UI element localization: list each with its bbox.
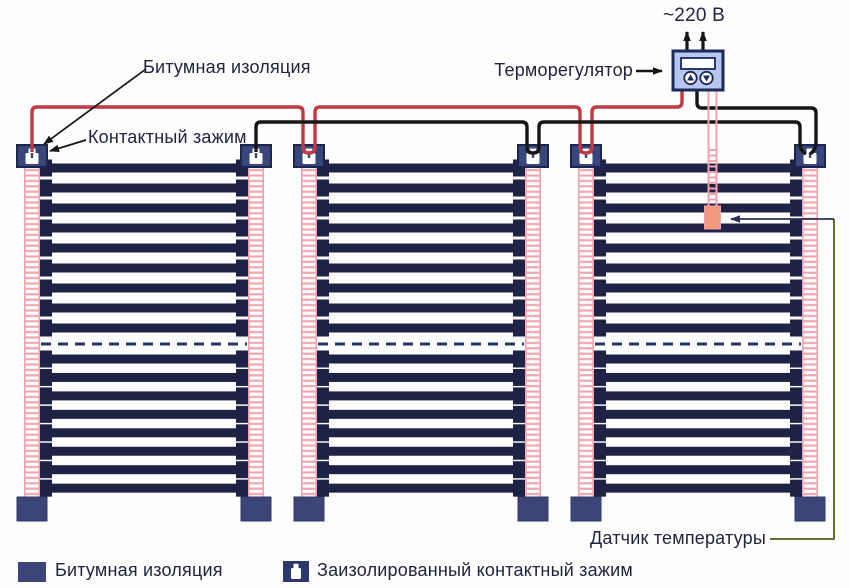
clamp-label-pointer: [50, 140, 86, 151]
heating-bar: [317, 461, 525, 478]
busbar-right: [525, 166, 541, 500]
bitumen-insulation-block: [294, 497, 324, 521]
heating-bar: [317, 480, 525, 497]
heating-bar: [594, 200, 802, 217]
heating-bar: [317, 351, 525, 368]
heating-film-panel: [294, 145, 548, 521]
bitumen-insulation-label: Битумная изоляция: [143, 57, 311, 77]
heating-bar: [40, 351, 248, 368]
bitumen-insulation-block: [518, 497, 548, 521]
legend-bitumen-label: Битумная изоляция: [55, 560, 223, 580]
mains-voltage-label: ~220 В: [663, 5, 725, 26]
heating-bar: [40, 220, 248, 237]
busbar-left: [301, 166, 317, 500]
mains-power-arrows-icon: [687, 32, 703, 52]
temperature-sensor-label: Датчик температуры: [590, 528, 766, 548]
temperature-sensor-icon: [705, 90, 721, 229]
heating-film-panel: [571, 145, 825, 521]
heating-bar: [594, 260, 802, 277]
bitumen-insulation-block: [241, 497, 271, 521]
heating-bar: [40, 280, 248, 297]
thermostat-display: [681, 58, 715, 69]
bitumen-square-icon: [18, 562, 46, 582]
heating-bar: [40, 406, 248, 423]
heating-bar: [40, 461, 248, 478]
bitumen-insulation-block: [795, 497, 825, 521]
heating-bar: [317, 387, 525, 404]
heating-bar: [594, 280, 802, 297]
heating-bar: [317, 300, 525, 317]
insulated-contact-clamp-icon: [294, 145, 324, 167]
heating-bar: [40, 180, 248, 197]
heating-bar: [40, 424, 248, 441]
heating-bar: [594, 320, 802, 337]
heating-bar: [40, 200, 248, 217]
thermostat-label: Терморегулятор: [494, 60, 633, 80]
heating-bar: [317, 369, 525, 386]
thermostat-body: [673, 51, 723, 90]
busbar-left: [24, 166, 40, 500]
heating-bar: [317, 260, 525, 277]
heating-bar: [594, 406, 802, 423]
heating-bar: [40, 320, 248, 337]
thermostat-device-icon: [673, 51, 723, 90]
insulated-contact-clamp-icon: [571, 145, 601, 167]
thermostat-up-button-icon: [684, 72, 696, 84]
thermostat-down-button-icon: [700, 72, 712, 84]
heating-bar: [317, 443, 525, 460]
heating-bar: [317, 406, 525, 423]
heating-bar: [594, 300, 802, 317]
heating-bar: [317, 320, 525, 337]
legend-insulated-clamp-label: Заизолированный контактный зажим: [317, 560, 633, 580]
heating-bar: [317, 200, 525, 217]
contact-clamp-label: Контактный зажим: [88, 127, 247, 147]
heating-bar: [317, 240, 525, 257]
heating-bar: [40, 369, 248, 386]
heating-bar: [40, 387, 248, 404]
heating-bar: [40, 443, 248, 460]
bitumen-insulation-block: [571, 497, 601, 521]
busbar-right: [802, 166, 818, 500]
heating-bar: [594, 180, 802, 197]
heating-bar: [40, 260, 248, 277]
heating-bar: [594, 160, 802, 177]
heating-bar: [317, 220, 525, 237]
heating-bar: [40, 300, 248, 317]
heating-bar: [40, 480, 248, 497]
busbar-left: [578, 166, 594, 500]
heating-film-panel: [17, 145, 271, 521]
heating-bar: [317, 160, 525, 177]
heating-bar: [317, 280, 525, 297]
heating-bar: [594, 461, 802, 478]
busbar-right: [248, 166, 264, 500]
heating-bar: [594, 240, 802, 257]
heating-film-panels: [17, 145, 825, 521]
heating-bar: [594, 387, 802, 404]
insulated-contact-clamp-icon: [518, 145, 548, 167]
heating-bar: [594, 351, 802, 368]
heating-bar: [594, 443, 802, 460]
heating-bar: [317, 424, 525, 441]
heating-bar: [594, 220, 802, 237]
heating-bar: [594, 369, 802, 386]
heating-bar: [40, 160, 248, 177]
heating-bar: [317, 180, 525, 197]
bitumen-insulation-block: [17, 497, 47, 521]
heating-bar: [594, 424, 802, 441]
heating-bar: [594, 480, 802, 497]
heating-bar: [40, 240, 248, 257]
